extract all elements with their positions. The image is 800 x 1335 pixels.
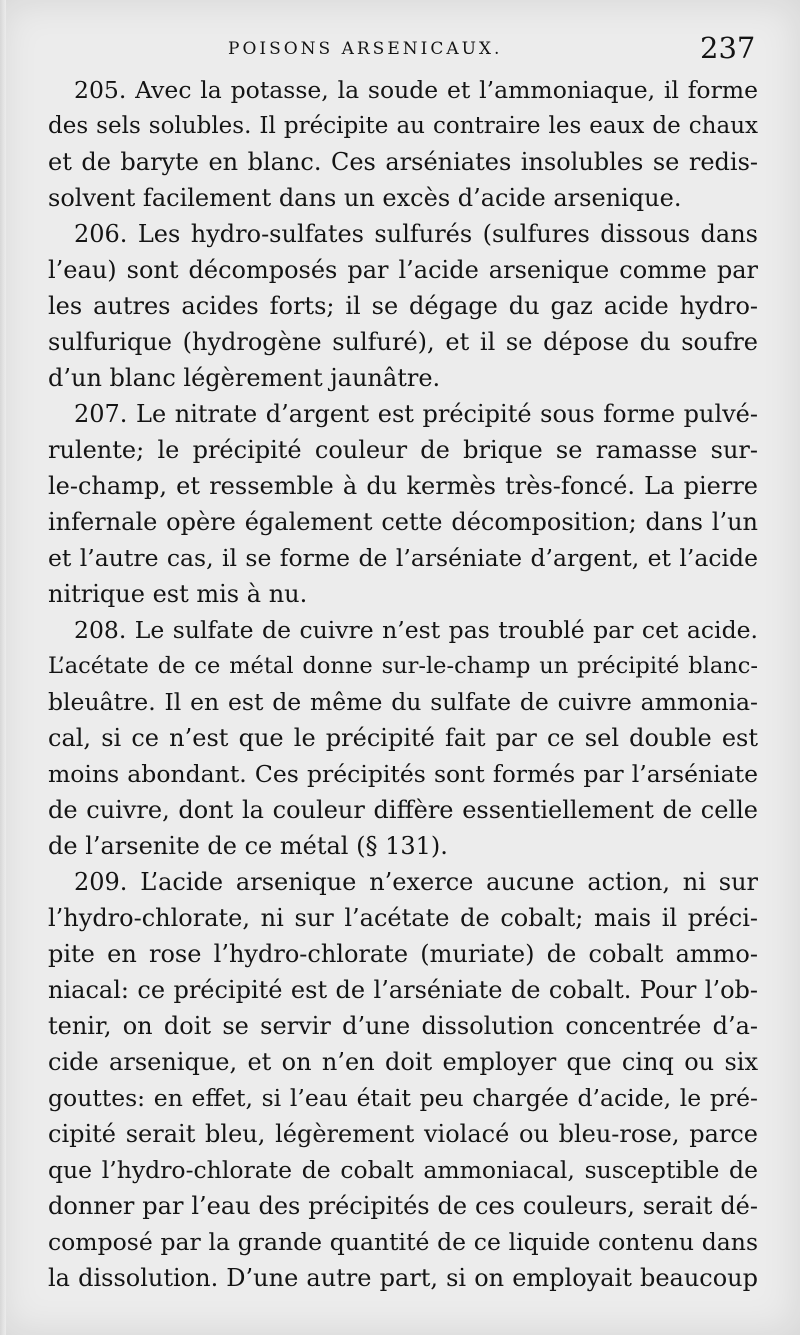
paragraph-206 — [48, 216, 758, 396]
text-line: l’hydro-chlorate, ni sur l’acétate de cobalt; mais il préci- — [48, 904, 758, 932]
text-line: infernale opère également cette décomposition; dans l’un — [48, 508, 758, 536]
text-line: la dissolution. D’une autre part, si on employait beaucoup — [48, 1264, 758, 1292]
text-line: rulente; le précipité couleur de brique se ramasse sur- — [48, 436, 758, 464]
text-line: moins abondant. Ces précipités sont formés par l’arséniate — [48, 760, 758, 788]
text-line: nitrique est mis à nu. — [48, 580, 308, 608]
text-line: pite en rose l’hydro-chlorate (muriate) de cobalt ammo- — [48, 940, 758, 968]
text-line: et l’autre cas, il se forme de l’arséniate d’argent, et l’acide — [48, 544, 758, 572]
text-line: composé par la grande quantité de ce liquide contenu dans — [48, 1228, 758, 1256]
paragraph-205 — [48, 72, 758, 216]
running-head-title: POISONS ARSENICAUX. — [228, 39, 503, 59]
page-edge-shadow — [0, 0, 6, 1335]
text-line: cide arsenique, et on n’en doit employer que cinq ou six — [48, 1048, 758, 1076]
text-line: les autres acides forts; il se dégage du gaz acide hydro- — [48, 292, 758, 320]
paragraph-209 — [48, 864, 758, 1296]
text-line: sulfurique (hydrogène sulfuré), et il se dépose du soufre — [48, 328, 758, 356]
text-line: de cuivre, dont la couleur diffère essentiellement de celle — [48, 796, 758, 824]
text-line: tenir, on doit se servir d’une dissolution concentrée d’a- — [48, 1012, 758, 1040]
text-line: de l’arsenite de ce métal (§ 131). — [48, 832, 448, 860]
text-line: 206. Les hydro-sulfates sulfurés (sulfures dissous dans — [74, 220, 758, 248]
text-line: cal, si ce n’est que le précipité fait par ce sel double est — [48, 724, 758, 752]
text-line: que l’hydro-chlorate de cobalt ammoniacal, susceptible de — [48, 1156, 758, 1184]
text-line: 205. Avec la potasse, la soude et l’ammoniaque, il forme — [74, 76, 758, 104]
text-line: 209. L’acide arsenique n’exerce aucune action, ni sur — [74, 868, 758, 896]
text-line: 207. Le nitrate d’argent est précipité sous forme pulvé- — [74, 400, 758, 428]
text-line: d’un blanc légèrement jaunâtre. — [48, 364, 441, 392]
text-line: solvent facilement dans un excès d’acide arsenique. — [48, 184, 682, 212]
text-line: gouttes: en effet, si l’eau était peu chargée d’acide, le pré- — [48, 1084, 758, 1112]
text-line: l’eau) sont décomposés par l’acide arsenique comme par — [48, 256, 758, 284]
text-line: des sels solubles. Il précipite au contraire les eaux de chaux — [48, 113, 758, 139]
paragraph-208 — [48, 612, 758, 864]
text-line: cipité serait bleu, légèrement violacé ou bleu-rose, parce — [48, 1120, 758, 1148]
text-line: L’acétate de ce métal donne sur-le-champ un précipité blanc- — [48, 653, 758, 679]
text-line: bleuâtre. Il en est de même du sulfate de cuivre ammonia- — [48, 688, 758, 716]
text-line: niacal: ce précipité est de l’arséniate de cobalt. Pour l’ob- — [48, 976, 758, 1004]
text-line: et de baryte en blanc. Ces arséniates insolubles se redis- — [48, 148, 758, 176]
body-text — [48, 72, 758, 1296]
paragraph-207 — [48, 396, 758, 612]
page-number: 237 — [700, 31, 756, 65]
text-line: 208. Le sulfate de cuivre n’est pas troublé par cet acide. — [74, 616, 758, 644]
running-head — [0, 31, 800, 65]
text-line: donner par l’eau des précipités de ces couleurs, serait dé- — [48, 1192, 758, 1220]
text-line: le-champ, et ressemble à du kermès très-foncé. La pierre — [48, 472, 758, 500]
